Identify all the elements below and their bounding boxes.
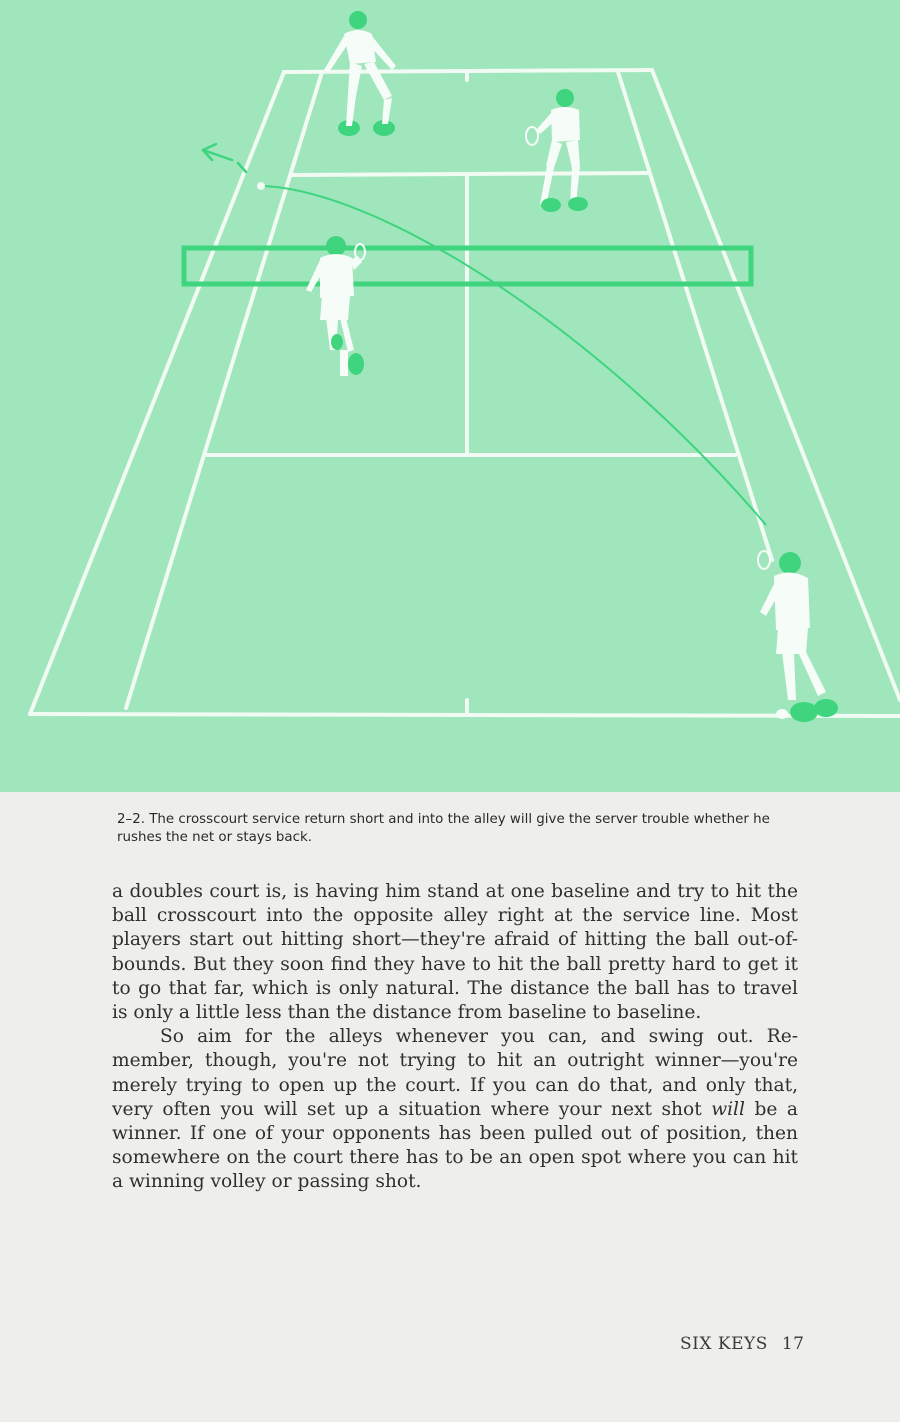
left-doubles-sideline xyxy=(30,72,284,714)
player-near-server xyxy=(758,551,838,722)
player-far-right xyxy=(526,89,588,212)
far-service-line xyxy=(292,173,648,175)
page-footer xyxy=(680,1334,805,1354)
paragraph-2-start: So aim for the alleys whenever you can, and swing out. Re-member, though, you're not trying to hit an outright winner—you're merely trying to open up the court. If you can do that, and only that, very often you will set up a situation where your next shot xyxy=(112,1026,798,1120)
player-near-net xyxy=(306,236,365,376)
paragraph-2-end: be a winner. If one of your opponents has been pulled out of position, then somewhere on the court there has to be an open spot where you can hit a winning volley or passing shot. xyxy=(112,1098,798,1193)
ball xyxy=(257,182,265,190)
paragraph-2 xyxy=(112,1025,798,1194)
emphasis-will: will xyxy=(711,1098,745,1120)
paragraph-1: a doubles court is, is having him stand at one baseline and try to hit the ball crosscourt into the opposite alley right at the service line. Most players start out hitting short—they're afraid of hitting the ball out-of-bounds. But they soon find they have to hit the ball pretty hard to get it to go that far, which is only natural. The distance the ball has to travel is only a little less than the distance from baseline to baseline. xyxy=(112,881,798,1024)
near-baseline xyxy=(30,714,900,716)
running-head: SIX KEYS xyxy=(680,1334,768,1354)
arrow-icon xyxy=(203,144,246,172)
page-number: 17 xyxy=(781,1334,805,1354)
figure-caption: 2–2. The crosscourt service return short and into the alley will give the server trouble whether he rushes the net or stays back. xyxy=(117,812,770,845)
body-text xyxy=(112,880,798,1195)
left-singles-sideline xyxy=(126,72,322,708)
